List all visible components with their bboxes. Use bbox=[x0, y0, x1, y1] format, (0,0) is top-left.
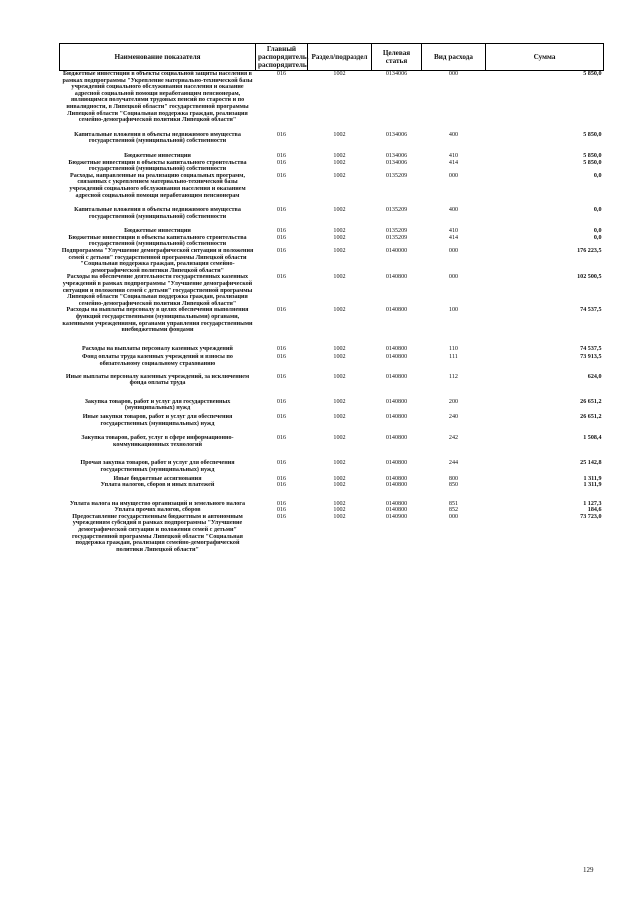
row-target-cell: 0134006 bbox=[385, 152, 408, 159]
row-admin-cell: 016 bbox=[276, 460, 287, 467]
row-admin-cell: 016 bbox=[276, 307, 287, 314]
row-admin-cell: 016 bbox=[276, 398, 287, 405]
row-section-cell: 1002 bbox=[333, 460, 346, 467]
row-sum-cell: 5 850,0 bbox=[583, 152, 602, 159]
table-row bbox=[60, 414, 604, 435]
row-admin-cell: 016 bbox=[276, 248, 287, 255]
row-section-cell: 1002 bbox=[333, 274, 346, 281]
row-admin-cell: 016 bbox=[276, 207, 287, 214]
table-row bbox=[60, 460, 604, 475]
row-target-cell: 0134006 bbox=[385, 71, 408, 77]
table-row bbox=[60, 482, 604, 501]
row-section-cell: 1002 bbox=[333, 513, 346, 520]
row-section-cell: 1002 bbox=[333, 131, 346, 138]
header-admin: Главный распорядитель, распорядитель bbox=[256, 44, 308, 71]
row-target-cell: 0134006 bbox=[385, 159, 408, 166]
row-section-cell: 1002 bbox=[333, 159, 346, 166]
row-expense-cell: 410 bbox=[448, 152, 459, 159]
row-admin-cell: 016 bbox=[276, 513, 287, 520]
row-expense-cell: 000 bbox=[448, 248, 459, 255]
row-section-cell: 1002 bbox=[333, 413, 346, 420]
header-expense: Вид расхода bbox=[422, 44, 486, 71]
row-expense-cell: 110 bbox=[449, 345, 458, 352]
row-expense-cell: 414 bbox=[448, 234, 459, 241]
row-target-cell: 0134006 bbox=[385, 131, 408, 138]
row-expense-cell: 200 bbox=[448, 398, 459, 405]
row-expense-cell: 112 bbox=[449, 373, 458, 380]
row-admin-cell: 016 bbox=[276, 500, 287, 507]
table-row bbox=[60, 153, 604, 160]
row-name-cell: Бюджетные инвестиции в объекты капитального строительства государственной (муниципальной) собственности bbox=[68, 159, 247, 173]
row-name-cell: Закупка товаров, работ и услуг для государственных (муниципальных) нужд bbox=[84, 398, 231, 412]
header-name: Наименование показателя bbox=[60, 44, 256, 71]
row-expense-cell: 000 bbox=[448, 71, 459, 77]
row-sum-cell: 1 311,9 bbox=[583, 482, 602, 489]
row-target-cell: 0140800 bbox=[385, 307, 408, 314]
row-section-cell: 1002 bbox=[333, 152, 346, 159]
row-section-cell: 1002 bbox=[333, 228, 346, 235]
row-expense-cell: 242 bbox=[448, 435, 459, 442]
table-row bbox=[60, 514, 604, 554]
row-sum-cell: 26 651,2 bbox=[580, 398, 602, 405]
row-target-cell: 0140800 bbox=[385, 482, 408, 489]
row-expense-cell: 000 bbox=[448, 513, 459, 520]
row-section-cell: 1002 bbox=[333, 500, 346, 507]
table-row bbox=[60, 274, 604, 307]
table-row bbox=[60, 307, 604, 345]
row-name-cell: Фонд оплаты труда казенных учреждений и взносы по обязательному социальному страхованию bbox=[82, 354, 233, 367]
row-target-cell: 0140900 bbox=[385, 513, 408, 520]
table-row bbox=[60, 399, 604, 414]
row-admin-cell: 016 bbox=[276, 234, 287, 241]
row-name-cell: Предоставление государственным бюджетным и автономным учреждениям субсидий в рамках подпрограммы "Улучшение демографической ситуации и положения семей с детьми" государственной программы Липецкой области "Социальная поддержка граждан, реализация семейно-демографической политики Липецкой области" bbox=[72, 513, 243, 553]
row-sum-cell: 73 723,0 bbox=[580, 513, 602, 520]
row-name-cell: Прочая закупка товаров, работ и услуг для обеспечения государственных (муниципальных) нужд bbox=[80, 460, 235, 473]
row-target-cell: 0135209 bbox=[385, 172, 408, 179]
row-expense-cell: 851 bbox=[448, 500, 459, 507]
row-sum-cell: 74 537,5 bbox=[580, 307, 602, 314]
row-sum-cell: 624,0 bbox=[587, 373, 602, 380]
row-section-cell: 1002 bbox=[333, 373, 346, 380]
row-expense-cell: 800 bbox=[448, 475, 459, 482]
row-admin-cell: 016 bbox=[276, 131, 287, 138]
row-section-cell: 1002 bbox=[333, 482, 346, 489]
row-section-cell: 1002 bbox=[333, 507, 346, 514]
row-section-cell: 1002 bbox=[333, 172, 346, 179]
row-name-cell: Уплата прочих налогов, сборов bbox=[114, 507, 201, 514]
row-section-cell: 1002 bbox=[333, 71, 346, 77]
row-target-cell: 0140800 bbox=[385, 373, 408, 380]
row-name-cell: Бюджетные инвестиции bbox=[124, 152, 191, 159]
row-target-cell: 0135209 bbox=[385, 207, 408, 214]
row-expense-cell: 414 bbox=[448, 159, 459, 166]
row-sum-cell: 5 850,0 bbox=[583, 159, 602, 166]
row-name-cell: Уплата налогов, сборов и иных платежей bbox=[100, 482, 215, 489]
row-admin-cell: 016 bbox=[276, 475, 287, 482]
row-sum-cell: 1 127,3 bbox=[583, 500, 602, 507]
row-section-cell: 1002 bbox=[333, 345, 346, 352]
row-name-cell: Расходы на выплаты персоналу в целях обеспечения выполнения функций государственными (муниципальными) органами, казенными учреждениями, органами управления государственными внебюджетными фондами bbox=[62, 307, 253, 334]
header-section: Раздел/подраздел bbox=[308, 44, 372, 71]
row-sum-cell: 73 913,5 bbox=[580, 354, 602, 361]
table-row bbox=[60, 160, 604, 173]
row-section-cell: 1002 bbox=[333, 435, 346, 442]
row-sum-cell: 1 508,4 bbox=[583, 435, 602, 442]
row-expense-cell: 000 bbox=[448, 172, 459, 179]
row-admin-cell: 016 bbox=[276, 413, 287, 420]
row-target-cell: 0140800 bbox=[385, 398, 408, 405]
row-name-cell: Расходы на обеспечение деятельности государственных казенных учреждений в рамках подпрограммы "Улучшение демографической ситуации и положения семей с детьми" государственной программы Липецкой области "Социальная поддержка граждан, реализация семейно-демографической политики Липецкой области" bbox=[62, 274, 253, 307]
row-name-cell: Иные выплаты персоналу казенных учреждений, за исключением фонда оплаты труда bbox=[65, 373, 250, 387]
table-row bbox=[60, 132, 604, 153]
row-name-cell: Расходы, направленные на реализацию социальных программ, связанных с укреплением материально-технической базы учреждений социального обслуживания населения и оказанием адресной социальной помощи неработающим пенсионерам bbox=[69, 172, 246, 199]
row-sum-cell: 74 537,5 bbox=[580, 345, 602, 352]
row-admin-cell: 016 bbox=[276, 228, 287, 235]
row-section-cell: 1002 bbox=[333, 475, 346, 482]
row-sum-cell: 102 500,5 bbox=[577, 274, 602, 281]
row-expense-cell: 100 bbox=[448, 307, 459, 314]
row-expense-cell: 000 bbox=[448, 274, 459, 281]
row-section-cell: 1002 bbox=[333, 398, 346, 405]
row-sum-cell: 0,0 bbox=[593, 234, 602, 241]
row-admin-cell: 016 bbox=[276, 435, 287, 442]
row-name-cell: Иные бюджетные ассигнования bbox=[113, 475, 202, 482]
table-row bbox=[60, 71, 604, 132]
row-expense-cell: 410 bbox=[448, 228, 459, 235]
row-admin-cell: 016 bbox=[276, 172, 287, 179]
row-name-cell: Капитальные вложения в объекты недвижимого имущества государственной (муниципальной) собственности bbox=[74, 207, 241, 220]
row-target-cell: 0140800 bbox=[385, 507, 408, 514]
table-row bbox=[60, 374, 604, 399]
row-expense-cell: 850 bbox=[448, 482, 459, 489]
row-name-cell: Иные закупки товаров, работ и услуг для обеспечения государственных (муниципальных) нужд bbox=[82, 413, 233, 427]
header-target: Целевая статья bbox=[372, 44, 422, 71]
header-sum: Сумма bbox=[486, 44, 604, 71]
table-row bbox=[60, 435, 604, 460]
row-expense-cell: 244 bbox=[448, 460, 459, 467]
row-target-cell: 0140000 bbox=[385, 248, 408, 255]
row-sum-cell: 1 311,9 bbox=[583, 475, 602, 482]
row-sum-cell: 0,0 bbox=[593, 207, 602, 214]
row-target-cell: 0140800 bbox=[385, 475, 408, 482]
row-target-cell: 0140800 bbox=[385, 413, 408, 420]
row-section-cell: 1002 bbox=[333, 234, 346, 241]
row-admin-cell: 016 bbox=[276, 152, 287, 159]
row-name-cell: Уплата налога на имущество организаций и земельного налога bbox=[69, 500, 246, 507]
row-name-cell: Капитальные вложения в объекты недвижимого имущества государственной (муниципальной) собственности bbox=[74, 131, 241, 145]
row-name-cell: Закупка товаров, работ, услуг в сфере информационно-коммуникационных технологий bbox=[81, 435, 234, 448]
table-row bbox=[60, 507, 604, 514]
table-row bbox=[60, 354, 604, 373]
row-target-cell: 0140800 bbox=[385, 274, 408, 281]
row-name-cell: Бюджетные инвестиции в объекты капитального строительства государственной (муниципальной) собственности bbox=[68, 234, 247, 248]
table-row bbox=[60, 207, 604, 228]
row-admin-cell: 016 bbox=[276, 345, 287, 352]
row-name-cell: Бюджетные инвестиции в объекты социальной защиты населения в рамках подпрограммы "Укрепление материально-технической базы учреждений социального обслуживания населения и оказание адресной социальной помощи неработающим пенсионерам, являющимся получателями трудовых пенсий по старости и по инвалидности, в Липецкой области" государственной программы Липецкой области "Социальная поддержка граждан, реализация семейно-демографической политики Липецкой области" bbox=[62, 71, 253, 124]
row-sum-cell: 0,0 bbox=[593, 228, 602, 235]
row-section-cell: 1002 bbox=[333, 354, 346, 361]
row-sum-cell: 5 850,0 bbox=[583, 71, 602, 77]
row-expense-cell: 400 bbox=[448, 207, 459, 214]
row-sum-cell: 176 223,5 bbox=[577, 248, 602, 255]
row-target-cell: 0140800 bbox=[385, 345, 408, 352]
budget-table bbox=[59, 43, 604, 553]
row-target-cell: 0140800 bbox=[385, 354, 408, 361]
table-header-row bbox=[60, 44, 604, 71]
table-row bbox=[60, 228, 604, 235]
row-admin-cell: 016 bbox=[276, 354, 287, 361]
row-admin-cell: 016 bbox=[276, 274, 287, 281]
row-expense-cell: 240 bbox=[448, 413, 459, 420]
row-admin-cell: 016 bbox=[276, 482, 287, 489]
row-admin-cell: 016 bbox=[276, 159, 287, 166]
row-expense-cell: 400 bbox=[448, 131, 459, 138]
row-admin-cell: 016 bbox=[276, 507, 287, 514]
row-section-cell: 1002 bbox=[333, 248, 346, 255]
table-row bbox=[60, 173, 604, 207]
row-sum-cell: 26 651,2 bbox=[580, 413, 602, 420]
row-admin-cell: 016 bbox=[276, 373, 287, 380]
row-sum-cell: 5 850,0 bbox=[583, 131, 602, 138]
row-expense-cell: 111 bbox=[449, 354, 458, 361]
page-number: 129 bbox=[583, 866, 594, 874]
table-row bbox=[60, 235, 604, 248]
row-target-cell: 0135209 bbox=[385, 228, 408, 235]
row-sum-cell: 25 142,8 bbox=[580, 460, 602, 467]
row-name-cell: Подпрограмма "Улучшение демографической ситуации и положения семей с детьми" государственной программы Липецкой области "Социальная поддержка граждан, реализация семейно-демографической политики Липецкой области" bbox=[61, 248, 254, 274]
row-admin-cell: 016 bbox=[276, 71, 287, 77]
table-row bbox=[60, 248, 604, 274]
row-section-cell: 1002 bbox=[333, 207, 346, 214]
row-sum-cell: 184,6 bbox=[587, 507, 602, 514]
row-target-cell: 0140800 bbox=[385, 460, 408, 467]
row-expense-cell: 852 bbox=[448, 507, 459, 514]
row-target-cell: 0140800 bbox=[385, 500, 408, 507]
row-target-cell: 0140800 bbox=[385, 435, 408, 442]
row-name-cell: Расходы на выплаты персоналу казенных учреждений bbox=[82, 345, 233, 352]
row-target-cell: 0135209 bbox=[385, 234, 408, 241]
row-name-cell: Бюджетные инвестиции bbox=[124, 228, 191, 235]
row-sum-cell: 0,0 bbox=[593, 172, 602, 179]
row-section-cell: 1002 bbox=[333, 307, 346, 314]
